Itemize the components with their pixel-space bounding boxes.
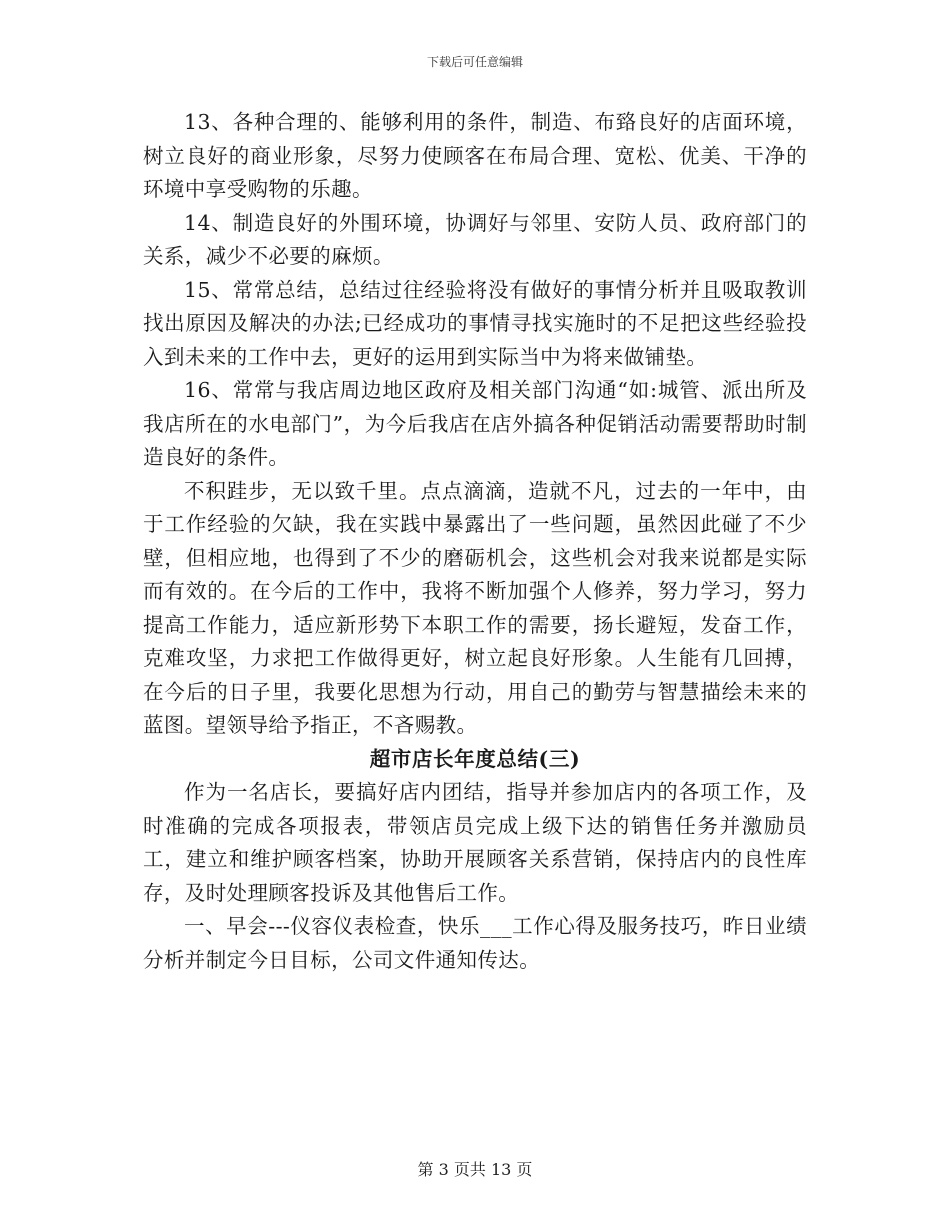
paragraph-role: 作为一名店长，要搞好店内团结，指导并参加店内的各项工作，及时准确的完成各项报表，带领店员完成上级下达的销售任务并激励员工，建立和维护顾客档案，协助开展顾客关系营销，保持店内的良性库存，及时处理顾客投诉及其他售后工作。 xyxy=(143,780,807,905)
paragraph-conclusion: 不积跬步，无以致千里。点点滴滴，造就不凡，过去的一年中，由于工作经验的欠缺，我在实践中暴露出了一些问题，虽然因此碰了不少壁，但相应地，也得到了不少的磨砺机会，这些机会对我来说都是实际而有效的。在今后的工作中，我将不断加强个人修养，努力学习，努力提高工作能力，适应新形势下本职工作的需要，扬长避短，发奋工作，克难攻坚，力求把工作做得更好，树立起良好形象。人生能有几回搏，在今后的日子里，我要化思想为行动，用自己的勤劳与智慧描绘未来的蓝图。望领导给予指正，不吝赐教。 xyxy=(143,478,807,737)
paragraph-13: 13、各种合理的、能够利用的条件，制造、布臵良好的店面环境，树立良好的商业形象，尽努力使顾客在布局合理、宽松、优美、干净的环境中享受购物的乐趣。 xyxy=(143,110,807,201)
paragraph-16: 16、常常与我店周边地区政府及相关部门沟通“如:城管、派出所及我店所在的水电部门”，为今后我店在店外搞各种促销活动需要帮助时制造良好的条件。 xyxy=(143,378,807,469)
paragraph-15: 15、常常总结，总结过往经验将没有做好的事情分析并且吸取教训找出原因及解决的办法;已经成功的事情寻找实施时的不足把这些经验投入到未来的工作中去，更好的运用到实际当中为将来做铺垫。 xyxy=(143,277,807,369)
page-header: 下载后可任意编辑 xyxy=(426,55,523,69)
document-body xyxy=(143,106,807,977)
section-title: 超市店长年度总结(三) xyxy=(369,746,581,771)
paragraph-14: 14、制造良好的外围环境，协调好与邻里、安防人员、政府部门的关系，减少不必要的麻烦。 xyxy=(143,210,807,268)
paragraph-morning-meeting: 一、早会---仪容仪表检查，快乐___工作心得及服务技巧，昨日业绩分析并制定今日目标，公司文件通知传达。 xyxy=(143,914,807,972)
page-footer: 第 3 页共 13 页 xyxy=(417,1160,533,1179)
